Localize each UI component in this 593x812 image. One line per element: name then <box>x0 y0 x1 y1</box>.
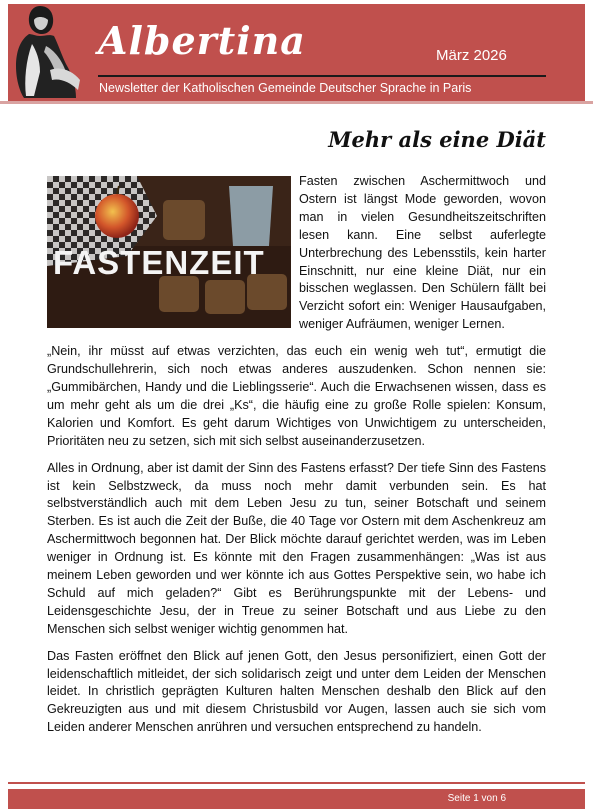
page-number: Seite 1 von 6 <box>447 793 506 804</box>
fastenzeit-photo <box>47 176 291 328</box>
newsletter-title: Albertina <box>98 18 306 63</box>
fastenzeit-image-text: FASTENZEIT <box>53 244 265 281</box>
header-underline <box>0 101 593 104</box>
header-divider <box>98 75 546 77</box>
article-paragraph-1: Fasten zwischen Aschermittwoch und Ostern ist längst Mode geworden, wovon man in vielen Gesundheitszeitschriften lesen kann. Eine selbst auferlegte Unterbrechung des Lebensstils, kein harter Einschnitt, nur eine kleine Diät, nur ein bisschen weglassen. Den Schülern fällt bei Verzicht sofort ein: Weniger Hausaufgaben, weniger Aufräumen, weniger Lernen. <box>299 174 546 332</box>
article-paragraph-4: Das Fasten eröffnet den Blick auf jenen Gott, den Jesus personifiziert, einen Gott der leidenschaftlich mitleidet, der sich solidarisch zeigt und unter dem Leiden der Menschen leidet. In christlich geprägten Kulturen halten Menschen deshalb den Blick auf den Gekreuzigten aus und mit diesem Christusbild vor Augen, lassen auch sie sich vom Leiden anderer Menschen anrühren und versuchen entsprechend zu handeln. <box>47 648 546 735</box>
article-body <box>47 173 546 746</box>
footer-divider <box>8 782 585 784</box>
article-headline: Mehr als eine Diät <box>328 127 546 152</box>
article-paragraph-2: „Nein, ihr müsst auf etwas verzichten, das euch ein wenig weh tut“, ermutigt die Grundschullehrerin, sich noch etwas anderes auszudenken. Schon nennen sie: „Gummibärchen, Handy und die Lieblingsserie“. Auch die Erwachsenen wissen, dass es um mehr geht als um die drei „Ks“, die häufig eine zu große Rolle spielen: Konsum, Kalorien und Komfort. Es geht darum Wichtiges von Unwichtigem zu unterscheiden, Prioritäten neu zu setzen, sich mit sich selbst auseinanderzusetzen. <box>47 344 546 448</box>
saint-statue-logo <box>10 0 90 98</box>
issue-date: März 2026 <box>436 47 507 64</box>
article-paragraph-3: Alles in Ordnung, aber ist damit der Sinn des Fastens erfasst? Der tiefe Sinn des Fastens ist kein Selbstzweck, da muss noch mehr damit verbunden sein. Es hat selbstverständlich auch mit dem Leben Jesu zu tun, seiner Botschaft und seinem Sterben. Es ist auch die Zeit der Buße, die 40 Tage vor Ostern mit dem Aschenkreuz am Aschermittwoch begonnen hat. Der Blick möchte darauf gerichtet werden, was im Leben weniger in Ordnung ist. Es könnte mit den Fragen zusammenhängen: „Was ist aus meinem Leben geworden und wer könnte ich aus Gottes Perspektive sein, wo habe ich Schuld auf mich geladen?“ Gibt es Berührungspunkte mit der Lebens- und Leidensgeschichte Jesu, der in Treue zu seiner Botschaft und aus Liebe zu den Menschen sich selbst weniger wichtig genommen hat. <box>47 460 546 636</box>
newsletter-subtitle: Newsletter der Katholischen Gemeinde Deutscher Sprache in Paris <box>99 81 472 95</box>
